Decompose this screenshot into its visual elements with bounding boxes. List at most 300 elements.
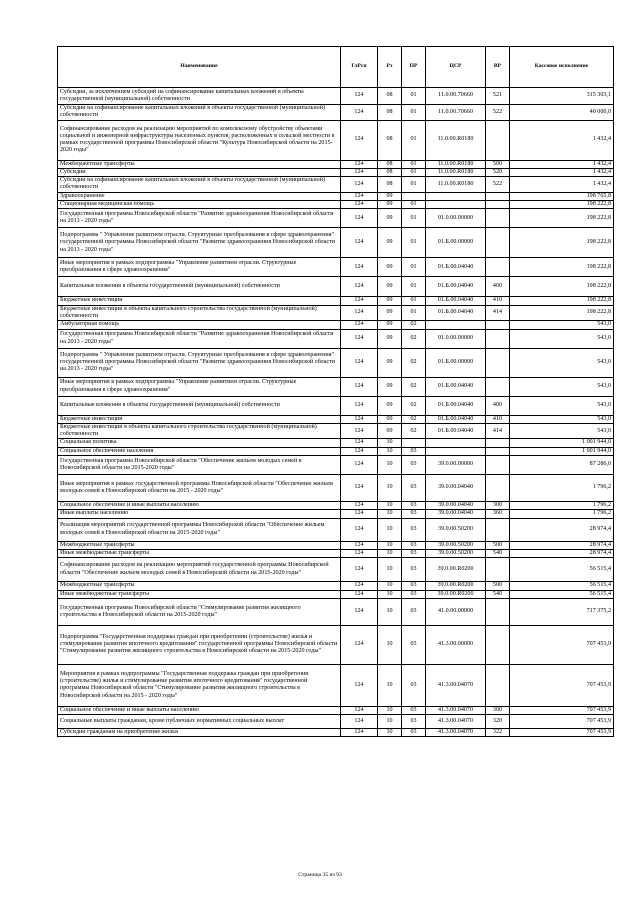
table-row: [58, 209, 614, 228]
row-glrsp: 124: [341, 558, 378, 582]
table-row: [58, 192, 614, 200]
table-row: [58, 510, 614, 518]
row-name: Субсидии на софинансирование капитальных вложений в объекты государственной (муниципальной) собственности: [58, 105, 341, 121]
row-pr: 02: [402, 377, 426, 396]
row-name: Здравоохранение: [58, 192, 341, 200]
table-row: [58, 590, 614, 598]
row-rz: 10: [378, 475, 402, 502]
row-rz: 10: [378, 541, 402, 549]
row-csr: 01.Б.00.04040: [426, 415, 486, 423]
row-name: Подпрограмма "Государственная поддержка граждан при приобретении (строительстве) жилья и стимулирование развития ипотечного кредитования" государственной программы Новосибирской области "Стимулирование развития жилищного строительства в Новосибирской области на 2015-2020 годы": [58, 625, 341, 664]
row-name: Государственная программа Новосибирской области "Развитие здравоохранения Новосибирской области на 2013 - 2020 годы": [58, 329, 341, 348]
header-csr: ЦСР: [426, 47, 486, 88]
row-rz: 08: [378, 88, 402, 105]
row-rz: 09: [378, 277, 402, 297]
row-rz: 10: [378, 456, 402, 475]
row-name: Социальное обеспечение и иные выплаты населению: [58, 706, 341, 714]
row-rz: 09: [378, 305, 402, 321]
row-amount: 198 222,8: [510, 228, 614, 258]
table-row: [58, 706, 614, 714]
row-name: Межбюджетные трансферты: [58, 541, 341, 549]
header-rz: Рз: [378, 47, 402, 88]
row-name: Капитальные вложения в объекты государственной (муниципальной) собственности: [58, 396, 341, 415]
row-name: Иные мероприятия в рамках подпрограммы "Управление развитием отрасли. Структурные преобразования в сфере здравоохранения": [58, 377, 341, 396]
row-rz: 10: [378, 706, 402, 714]
row-name: Иные мероприятия в рамках подпрограммы "Управление развитием отрасли. Структурные преобразования в сфере здравоохранения": [58, 258, 341, 277]
row-amount: 1 796,2: [510, 502, 614, 510]
row-amount: 707 453,9: [510, 664, 614, 706]
row-vr: [486, 228, 510, 258]
row-csr: 01.0.00.00000: [426, 329, 486, 348]
row-pr: 03: [402, 598, 426, 625]
row-pr: 01: [402, 209, 426, 228]
row-vr: [486, 664, 510, 706]
row-amount: 40 000,0: [510, 105, 614, 121]
row-vr: [486, 439, 510, 447]
row-csr: 11.0.00.R0180: [426, 177, 486, 193]
table-row: [58, 258, 614, 277]
row-pr: 01: [402, 277, 426, 297]
row-pr: 03: [402, 549, 426, 557]
row-csr: 01.Б.00.04040: [426, 423, 486, 439]
row-rz: 08: [378, 168, 402, 176]
row-rz: 10: [378, 729, 402, 737]
row-rz: 10: [378, 664, 402, 706]
table-row: [58, 475, 614, 502]
row-pr: [402, 439, 426, 447]
row-pr: 02: [402, 348, 426, 377]
row-glrsp: 124: [341, 277, 378, 297]
row-name: Бюджетные инвестиции в объекты капитального строительства государственной (муниципальной) собственности: [58, 423, 341, 439]
row-amount: 707 453,9: [510, 715, 614, 729]
row-amount: 1 796,2: [510, 475, 614, 502]
row-rz: 08: [378, 105, 402, 121]
row-csr: 11.0.00.70660: [426, 105, 486, 121]
row-csr: [426, 192, 486, 200]
row-rz: 10: [378, 518, 402, 541]
row-pr: 01: [402, 88, 426, 105]
row-amount: 315 303,1: [510, 88, 614, 105]
row-glrsp: 124: [341, 209, 378, 228]
row-rz: 10: [378, 439, 402, 447]
row-csr: 39.0.00.R0200: [426, 590, 486, 598]
row-pr: 01: [402, 160, 426, 168]
row-vr: [486, 348, 510, 377]
row-glrsp: 124: [341, 582, 378, 590]
row-pr: 01: [402, 120, 426, 160]
row-pr: 01: [402, 228, 426, 258]
table-row: [58, 177, 614, 193]
row-rz: 09: [378, 329, 402, 348]
row-csr: 01.Б.00.04040: [426, 297, 486, 305]
row-amount: 198 765,8: [510, 192, 614, 200]
row-rz: 09: [378, 192, 402, 200]
row-amount: 56 515,4: [510, 590, 614, 598]
row-rz: 09: [378, 201, 402, 209]
row-vr: [486, 456, 510, 475]
row-glrsp: 124: [341, 541, 378, 549]
row-csr: 41.3.00.04070: [426, 664, 486, 706]
row-rz: 09: [378, 228, 402, 258]
row-vr: [486, 209, 510, 228]
row-pr: 02: [402, 321, 426, 329]
table-row: [58, 329, 614, 348]
row-pr: 03: [402, 625, 426, 664]
table-row: [58, 377, 614, 396]
row-vr: [486, 258, 510, 277]
row-glrsp: 124: [341, 510, 378, 518]
row-csr: 11.0.00.R0180: [426, 120, 486, 160]
row-vr: [486, 558, 510, 582]
row-name: Межбюджетные трансферты: [58, 582, 341, 590]
row-vr: 410: [486, 297, 510, 305]
row-vr: [486, 625, 510, 664]
row-name: Субсидии на софинансирование капитальных вложений в объекты государственной (муниципальной) собственности: [58, 177, 341, 193]
row-glrsp: 124: [341, 105, 378, 121]
row-pr: [402, 192, 426, 200]
row-csr: 39.0.00.R0200: [426, 582, 486, 590]
header-name: Наименование: [58, 47, 341, 88]
table-row: [58, 120, 614, 160]
table-row: [58, 456, 614, 475]
row-glrsp: 124: [341, 549, 378, 557]
row-pr: 01: [402, 305, 426, 321]
row-vr: 320: [486, 715, 510, 729]
row-rz: 10: [378, 625, 402, 664]
row-vr: 410: [486, 415, 510, 423]
table-row: [58, 447, 614, 455]
row-csr: 41.3.00.04070: [426, 706, 486, 714]
table-row: [58, 228, 614, 258]
row-glrsp: 124: [341, 168, 378, 176]
header-cash-execution: Кассовое исполнение: [510, 47, 614, 88]
row-amount: 543,0: [510, 348, 614, 377]
row-amount: 198 222,8: [510, 297, 614, 305]
row-name: Социальное обеспечение населения: [58, 447, 341, 455]
row-vr: [486, 447, 510, 455]
row-glrsp: 124: [341, 192, 378, 200]
page-number: Страница 35 из 93: [298, 872, 342, 878]
row-csr: 39.0.00.04040: [426, 475, 486, 502]
table-row: [58, 582, 614, 590]
row-pr: 02: [402, 396, 426, 415]
row-rz: 08: [378, 177, 402, 193]
row-glrsp: 124: [341, 228, 378, 258]
row-vr: 522: [486, 177, 510, 193]
table-row: [58, 518, 614, 541]
row-rz: 09: [378, 396, 402, 415]
report-page: [57, 46, 613, 737]
row-pr: 02: [402, 415, 426, 423]
row-glrsp: 124: [341, 598, 378, 625]
row-csr: 39.0.00.04040: [426, 510, 486, 518]
row-vr: 322: [486, 729, 510, 737]
row-amount: 543,0: [510, 321, 614, 329]
table-row: [58, 415, 614, 423]
table-row: [58, 598, 614, 625]
row-rz: 10: [378, 715, 402, 729]
table-row: [58, 664, 614, 706]
row-rz: 09: [378, 297, 402, 305]
row-glrsp: 124: [341, 177, 378, 193]
row-name: Государственная программа Новосибирской области "Стимулирование развития жилищного строительства в Новосибирской области на 2015-2020 годы": [58, 598, 341, 625]
row-glrsp: 124: [341, 502, 378, 510]
row-csr: 41.0.00.00000: [426, 598, 486, 625]
row-amount: 543,0: [510, 423, 614, 439]
header-glrsp: ГлРсп: [341, 47, 378, 88]
row-name: Социальное обеспечение и иные выплаты населению: [58, 502, 341, 510]
row-glrsp: 124: [341, 590, 378, 598]
row-rz: 10: [378, 590, 402, 598]
table-row: [58, 277, 614, 297]
row-rz: 10: [378, 558, 402, 582]
table-row: [58, 439, 614, 447]
row-rz: 08: [378, 160, 402, 168]
row-csr: 01.0.00.00000: [426, 209, 486, 228]
row-name: Мероприятия в рамках подпрограммы "Государственная поддержка граждан при приобретении (строительстве) жилья и стимулирование развития ипотечного кредитования" государственной программы Новосибирской области "Стимулирование развития жилищного строительства в Новосибирской области на 2015 - 2020 годы": [58, 664, 341, 706]
row-vr: [486, 377, 510, 396]
row-csr: 01.Б.00.00000: [426, 228, 486, 258]
row-amount: 56 515,4: [510, 582, 614, 590]
row-rz: 09: [378, 423, 402, 439]
row-rz: 09: [378, 377, 402, 396]
table-row: [58, 305, 614, 321]
row-amount: 1 432,4: [510, 120, 614, 160]
row-amount: 543,0: [510, 415, 614, 423]
row-pr: 03: [402, 518, 426, 541]
row-name: Бюджетные инвестиции в объекты капитального строительства государственной (муниципальной) собственности: [58, 305, 341, 321]
row-name: Бюджетные инвестиции: [58, 297, 341, 305]
row-pr: 01: [402, 177, 426, 193]
row-name: Амбулаторная помощь: [58, 321, 341, 329]
row-pr: 03: [402, 447, 426, 455]
row-glrsp: 124: [341, 439, 378, 447]
row-glrsp: 124: [341, 377, 378, 396]
row-rz: 10: [378, 510, 402, 518]
row-vr: [486, 201, 510, 209]
row-name: Субсидии: [58, 168, 341, 176]
table-row: [58, 201, 614, 209]
row-vr: 300: [486, 502, 510, 510]
row-csr: 01.Б.00.04040: [426, 277, 486, 297]
row-glrsp: 124: [341, 321, 378, 329]
row-vr: [486, 598, 510, 625]
row-vr: [486, 329, 510, 348]
row-glrsp: 124: [341, 160, 378, 168]
row-pr: 03: [402, 664, 426, 706]
row-vr: 500: [486, 582, 510, 590]
row-csr: [426, 439, 486, 447]
table-row: [58, 549, 614, 557]
row-vr: 500: [486, 541, 510, 549]
row-amount: 1 001 944,0: [510, 447, 614, 455]
row-vr: 360: [486, 510, 510, 518]
row-name: Социальная политика: [58, 439, 341, 447]
row-pr: 03: [402, 510, 426, 518]
row-csr: 39.0.00.50200: [426, 518, 486, 541]
row-glrsp: 124: [341, 297, 378, 305]
row-vr: 540: [486, 590, 510, 598]
row-name: Субсидии гражданам на приобретение жилья: [58, 729, 341, 737]
table-row: [58, 502, 614, 510]
row-csr: 41.3.00.04070: [426, 715, 486, 729]
table-row: [58, 729, 614, 737]
row-rz: 09: [378, 348, 402, 377]
row-pr: 02: [402, 329, 426, 348]
row-amount: 1 432,4: [510, 168, 614, 176]
row-pr: 01: [402, 201, 426, 209]
row-amount: 56 515,4: [510, 558, 614, 582]
row-rz: 09: [378, 321, 402, 329]
table-row: [58, 168, 614, 176]
table-row: [58, 297, 614, 305]
row-amount: 28 974,4: [510, 518, 614, 541]
row-vr: 400: [486, 277, 510, 297]
row-glrsp: 124: [341, 447, 378, 455]
row-name: Государственная программа Новосибирской области "Развитие здравоохранения Новосибирской области на 2013 - 2020 годы": [58, 209, 341, 228]
row-csr: 39.0.00.00000: [426, 456, 486, 475]
row-csr: 01.Б.00.04040: [426, 396, 486, 415]
row-amount: 1 432,4: [510, 160, 614, 168]
table-row: [58, 88, 614, 105]
row-csr: [426, 201, 486, 209]
row-glrsp: 124: [341, 201, 378, 209]
row-csr: 01.Б.00.04040: [426, 305, 486, 321]
row-amount: 707 453,9: [510, 729, 614, 737]
row-name: Стационарная медицинская помощь: [58, 201, 341, 209]
row-vr: [486, 120, 510, 160]
row-amount: 1 432,4: [510, 177, 614, 193]
row-amount: 28 974,4: [510, 549, 614, 557]
row-glrsp: 124: [341, 625, 378, 664]
row-pr: 03: [402, 558, 426, 582]
row-glrsp: 124: [341, 258, 378, 277]
header-pr: ПР: [402, 47, 426, 88]
table-row: [58, 160, 614, 168]
row-name: Подпрограмма " Управление развитием отрасли. Структурные преобразования в сфере здравоохранения" государственной программы Новосибирской области "Развитие здравоохранения Новосибирской области на 2013 - 2020 годы": [58, 348, 341, 377]
row-glrsp: 124: [341, 706, 378, 714]
row-pr: 03: [402, 475, 426, 502]
row-rz: 10: [378, 598, 402, 625]
row-name: Социальные выплаты гражданам, кроме публичных нормативных социальных выплат: [58, 715, 341, 729]
row-pr: 02: [402, 423, 426, 439]
row-vr: [486, 475, 510, 502]
row-csr: 01.Б.00.04040: [426, 258, 486, 277]
row-csr: 11.0.00.R0180: [426, 168, 486, 176]
row-pr: 03: [402, 706, 426, 714]
row-amount: 87 286,0: [510, 456, 614, 475]
row-pr: 03: [402, 456, 426, 475]
row-vr: 521: [486, 88, 510, 105]
table-row: [58, 541, 614, 549]
row-pr: 03: [402, 715, 426, 729]
row-rz: 10: [378, 582, 402, 590]
row-glrsp: 124: [341, 729, 378, 737]
row-amount: 543,0: [510, 396, 614, 415]
row-csr: [426, 447, 486, 455]
row-glrsp: 124: [341, 475, 378, 502]
row-glrsp: 124: [341, 456, 378, 475]
table-row: [58, 625, 614, 664]
row-amount: 1 001 944,0: [510, 439, 614, 447]
row-csr: 39.0.00.R0200: [426, 558, 486, 582]
table-row: [58, 321, 614, 329]
row-amount: 717 375,2: [510, 598, 614, 625]
row-name: Подпрограмма " Управление развитием отрасли. Структурные преобразования в сфере здравоохранения" государственной программы Новосибирской области "Развитие здравоохранения Новосибирской области на 2013 - 2020 годы": [58, 228, 341, 258]
row-name: Иные выплаты населению: [58, 510, 341, 518]
row-glrsp: 124: [341, 120, 378, 160]
row-vr: 414: [486, 305, 510, 321]
row-pr: 01: [402, 168, 426, 176]
row-amount: 707 453,9: [510, 706, 614, 714]
row-pr: 03: [402, 541, 426, 549]
row-name: Иные мероприятия в рамках государственной программы Новосибирской области "Обеспечение жильем молодых семей в Новосибирской области на 2015 - 2020 годы": [58, 475, 341, 502]
row-glrsp: 124: [341, 664, 378, 706]
row-glrsp: 124: [341, 88, 378, 105]
header-vr: ВР: [486, 47, 510, 88]
row-vr: [486, 321, 510, 329]
table-row: [58, 396, 614, 415]
row-amount: 198 222,8: [510, 201, 614, 209]
table-row: [58, 558, 614, 582]
row-amount: 707 453,9: [510, 625, 614, 664]
row-vr: 520: [486, 168, 510, 176]
row-csr: 01.Б.00.04040: [426, 377, 486, 396]
row-vr: 400: [486, 396, 510, 415]
row-csr: 11.0.00.70660: [426, 88, 486, 105]
row-vr: 414: [486, 423, 510, 439]
row-amount: 198 222,8: [510, 305, 614, 321]
row-amount: 198 222,8: [510, 209, 614, 228]
row-csr: 39.0.00.04040: [426, 502, 486, 510]
row-vr: [486, 518, 510, 541]
row-glrsp: 124: [341, 415, 378, 423]
row-rz: 09: [378, 209, 402, 228]
row-pr: 01: [402, 105, 426, 121]
row-vr: 300: [486, 706, 510, 714]
row-name: Межбюджетные трансферты: [58, 160, 341, 168]
row-glrsp: 124: [341, 518, 378, 541]
table-row: [58, 715, 614, 729]
row-amount: 198 222,8: [510, 277, 614, 297]
row-rz: 09: [378, 258, 402, 277]
row-csr: 01.Б.00.00000: [426, 348, 486, 377]
row-rz: 10: [378, 447, 402, 455]
table-header-row: [58, 47, 614, 88]
row-csr: 41.3.00.04070: [426, 729, 486, 737]
row-glrsp: 124: [341, 715, 378, 729]
row-vr: [486, 192, 510, 200]
row-pr: 03: [402, 502, 426, 510]
row-rz: 10: [378, 549, 402, 557]
row-rz: 08: [378, 120, 402, 160]
row-vr: 540: [486, 549, 510, 557]
row-pr: 03: [402, 729, 426, 737]
row-pr: 01: [402, 297, 426, 305]
row-glrsp: 124: [341, 348, 378, 377]
row-vr: 500: [486, 160, 510, 168]
row-amount: 543,0: [510, 329, 614, 348]
row-name: Софинансирование расходов на реализацию мероприятий по комплексному обустройству объектами социальной и инженерной инфраструктуры населенных пунктов, расположенных в сельской местности в рамках государственной программы Новосибирской области "Культура Новосибирской области на 2015-2020 годы": [58, 120, 341, 160]
row-pr: 03: [402, 590, 426, 598]
row-csr: 39.0.00.50200: [426, 549, 486, 557]
row-glrsp: 124: [341, 396, 378, 415]
row-name: Капитальные вложения в объекты государственной (муниципальной) собственности: [58, 277, 341, 297]
row-amount: 28 974,4: [510, 541, 614, 549]
row-name: Государственная программа Новосибирской области "Обеспечение жильем молодых семей в Новосибирской области на 2015-2020 годы": [58, 456, 341, 475]
row-name: Субсидии, за исключением субсидий на софинансирование капитальных вложений в объекты государственной (муниципальной) собственности: [58, 88, 341, 105]
row-rz: 10: [378, 502, 402, 510]
